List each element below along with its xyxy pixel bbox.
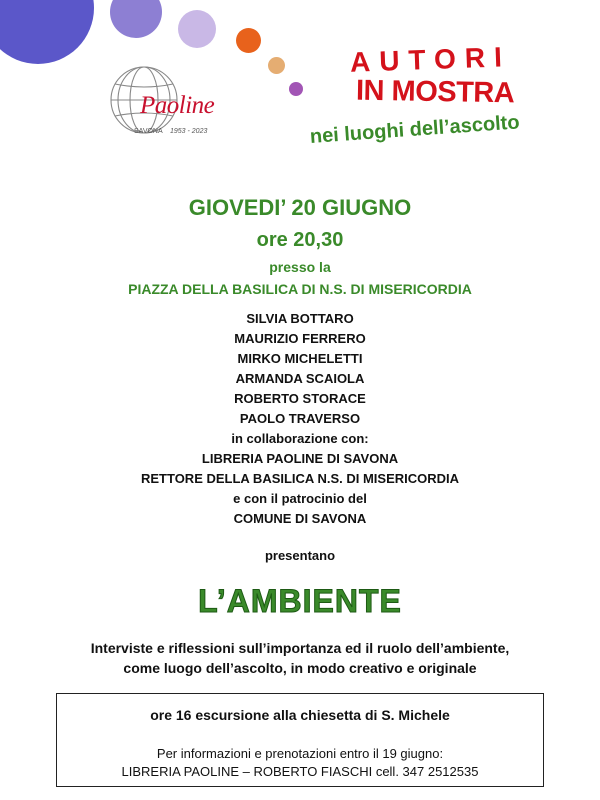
decor-circle-purple <box>110 0 162 38</box>
author-name: PAOLO TRAVERSO <box>239 411 361 426</box>
description-line: come luogo dell’ascolto, in modo creativo e originale <box>123 660 477 676</box>
theme-title: L’AMBIENTE <box>198 583 402 619</box>
excursion-text: ore 16 escursione alla chiesetta di S. Michele <box>150 707 450 723</box>
event-date: GIOVEDI’ 20 GIUGNO <box>188 195 412 220</box>
author-name: ARMANDA SCAIOLA <box>235 371 365 386</box>
logo-years: 1953 - 2023 <box>170 128 208 135</box>
decor-circle-pink <box>289 82 303 96</box>
decor-circle-large-blue <box>0 0 94 64</box>
collaboration-partner: LIBRERIA PAOLINE DI SAVONA <box>201 451 399 466</box>
contact-line: LIBRERIA PAOLINE – ROBERTO FIASCHI cell. 347 2512535 <box>121 764 479 779</box>
logo-city: SAVONA <box>134 128 163 135</box>
collaboration-partner: RETTORE DELLA BASILICA N.S. DI MISERICORDIA <box>140 471 460 486</box>
event-time: ore 20,30 <box>256 229 344 251</box>
author-name: MAURIZIO FERRERO <box>234 331 366 346</box>
patron-name: COMUNE DI SAVONA <box>233 511 367 526</box>
header-subtitle: nei luoghi dell’ascolto <box>309 111 521 148</box>
header-title-in-mostra: IN MOSTRA <box>355 74 515 110</box>
description-line: Interviste e riflessioni sull’importanza ed il ruolo dell’ambiente, <box>90 640 510 656</box>
collaboration-intro: in collaborazione con: <box>231 431 369 446</box>
author-name: SILVIA BOTTARO <box>246 311 354 326</box>
author-name: ROBERTO STORACE <box>234 391 366 406</box>
paoline-logo <box>104 62 224 144</box>
presentano-text: presentano <box>264 548 336 563</box>
event-presso: presso la <box>269 259 331 275</box>
logo-brand: Paoline <box>140 92 215 119</box>
decor-circle-orange <box>236 28 261 53</box>
patronage-intro: e con il patrocinio del <box>233 491 367 506</box>
decor-circle-lavender <box>178 10 216 48</box>
event-place: PIAZZA DELLA BASILICA DI N.S. DI MISERICORDIA <box>128 281 472 297</box>
info-line: Per informazioni e prenotazioni entro il 19 giugno: <box>156 746 444 761</box>
author-name: MIRKO MICHELETTI <box>237 351 363 366</box>
decor-circle-tan <box>268 57 285 74</box>
header-title-autori: AUTORI <box>349 41 512 78</box>
